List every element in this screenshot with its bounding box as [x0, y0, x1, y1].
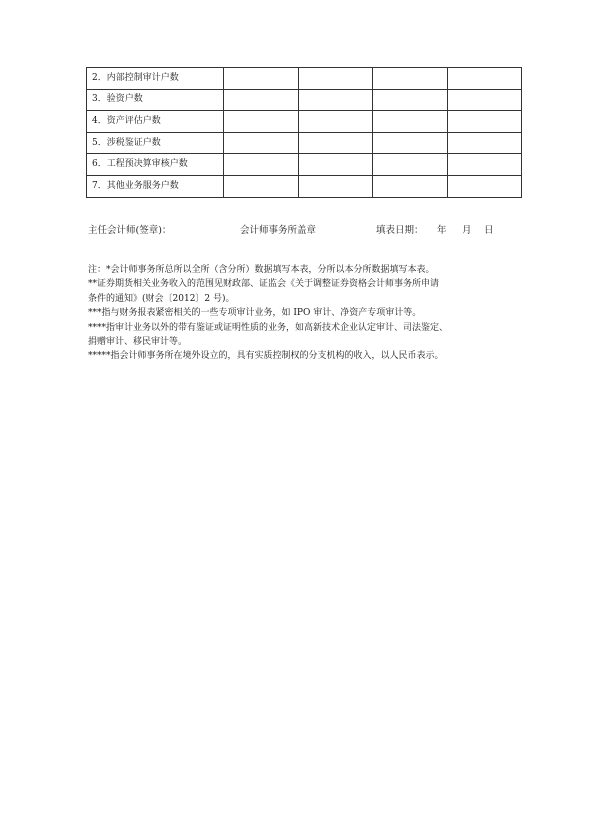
business-count-table	[86, 67, 522, 198]
footnote-line: **证券期货相关业务收入的范围见财政部、证监会《关于调整证券资格会计师事务所申请	[88, 279, 440, 290]
empty-data-cell	[298, 68, 373, 90]
empty-data-cell	[224, 132, 299, 154]
empty-data-cell	[298, 89, 373, 111]
table-row	[87, 175, 522, 197]
date-month-label: 月	[462, 225, 472, 236]
footnote-line: *****指会计师事务所在境外设立的，具有实质控制权的分支机构的收入，以人民币表示。	[88, 351, 444, 362]
row-label: 6．工程预决算审核户数	[87, 154, 224, 176]
footnote-line: 注：*会计师事务所总所以全所（含分所）数据填写本表，分所以本分所数据填写本表。	[88, 265, 435, 275]
empty-data-cell	[373, 175, 448, 197]
empty-data-cell	[298, 132, 373, 154]
signature-line	[88, 222, 528, 236]
date-year-label: 年	[437, 225, 447, 236]
footnotes	[88, 263, 528, 364]
row-label: 2．内部控制审计户数	[87, 68, 224, 90]
row-label: 4．资产评估户数	[87, 111, 224, 133]
empty-data-cell	[224, 175, 299, 197]
empty-data-cell	[224, 111, 299, 133]
empty-data-cell	[447, 111, 522, 133]
empty-data-cell	[447, 132, 522, 154]
empty-data-cell	[447, 89, 522, 111]
row-label: 7．其他业务服务户数	[87, 175, 224, 197]
firm-seal-label: 会计师事务所盖章	[240, 225, 317, 236]
empty-data-cell	[447, 175, 522, 197]
empty-data-cell	[447, 154, 522, 176]
footnote-line: 捐赠审计、移民审计等。	[88, 337, 188, 348]
table-body	[87, 68, 522, 198]
empty-data-cell	[373, 111, 448, 133]
footnote-line: ***指与财务报表紧密相关的一些专项审计业务，如 IPO 审计、净资产专项审计等。	[88, 308, 422, 319]
empty-data-cell	[373, 89, 448, 111]
row-label: 3．验资户数	[87, 89, 224, 111]
chief-accountant-signature-label: 主任会计师(签章)：	[88, 225, 172, 236]
empty-data-cell	[373, 68, 448, 90]
empty-data-cell	[373, 154, 448, 176]
footnote-line: 条件的通知》(财会〔2012〕2 号)。	[88, 293, 235, 304]
table-row	[87, 111, 522, 133]
table-row	[87, 132, 522, 154]
empty-data-cell	[298, 154, 373, 176]
table-row	[87, 154, 522, 176]
table-row	[87, 68, 522, 90]
fill-date-label: 填表日期：	[376, 225, 424, 236]
empty-data-cell	[224, 68, 299, 90]
row-label: 5．涉税鉴证户数	[87, 132, 224, 154]
footnote-line: ****指审计业务以外的带有鉴证或证明性质的业务，如高新技术企业认定审计、司法鉴定、	[88, 322, 449, 333]
empty-data-cell	[447, 68, 522, 90]
empty-data-cell	[224, 154, 299, 176]
empty-data-cell	[373, 132, 448, 154]
date-day-label: 日	[484, 225, 494, 236]
table-row	[87, 89, 522, 111]
empty-data-cell	[298, 175, 373, 197]
empty-data-cell	[298, 111, 373, 133]
empty-data-cell	[224, 89, 299, 111]
